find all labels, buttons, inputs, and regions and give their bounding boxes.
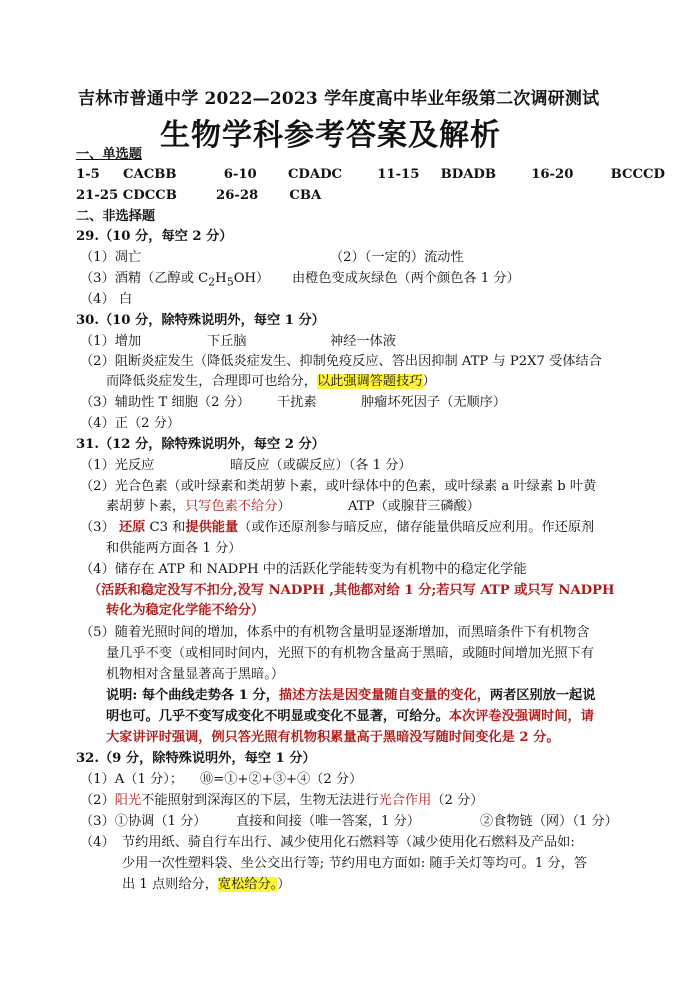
answers: 21-25 CDCCB [76, 188, 177, 203]
q29-answer-4: （4） 白 [80, 292, 133, 307]
highlight-note: 宽松给分。 [217, 877, 278, 892]
q32-answer-4-cont1: 少用一次性塑料袋、坐公交出行等; 节约用电方面如: 随手关灯等均可。1 分，答 [122, 856, 588, 871]
range-label: 11-15 [377, 167, 420, 182]
q30-answer-4: （4）正（2 分） [80, 416, 181, 431]
q32-answer-2: （2）阳光不能照射到深海区的下层，生物无法进行光合作用（2 分） [80, 793, 484, 808]
answers: CDADC [287, 167, 343, 182]
q31-answer-4: （4）储存在 ATP 和 NADPH 中的活跃化学能转变为有机物中的稳定化学能 [80, 562, 527, 577]
answers: CBA [289, 188, 322, 203]
q31-explanation-1: 说明: 每个曲线走势各 1 分，描述方法是因变量随自变量的变化，两者区别放一起说 [106, 688, 596, 703]
red-note: 描述方法是因变量随自变量的变化， [278, 688, 490, 703]
red-keyword: 阳光 [114, 793, 142, 808]
q31-answer-2-cont: 素胡萝卜素，只写色素不给分） [106, 499, 291, 514]
q31-answer-5-cont2: 机物相对含量显著高于黑暗。） [106, 667, 285, 682]
q30-header: 30.（10 分，除特殊说明外，每空 1 分） [76, 313, 325, 328]
q29-answer-3b: 由橙色变成灰绿色（两个颜色各 1 分） [292, 271, 520, 286]
highlight-note: 以此强调答题技巧 [317, 374, 423, 389]
q32-answer-4-cont2: 出 1 点则给分，宽松给分。） [122, 877, 291, 892]
q32-answer-1a: （1）A（1 分）； [80, 772, 184, 787]
q32-header: 32.（9 分，除特殊说明外，每空 1 分） [76, 751, 316, 766]
q30-answer-1c: 神经一体液 [330, 334, 396, 349]
document-title: 生物学科参考答案及解析 [160, 118, 501, 153]
range-label: 16-20 [531, 167, 574, 182]
q29-header: 29.（10 分，每空 2 分） [76, 229, 233, 244]
section-title-non-choice: 二、非选择题 [76, 209, 156, 224]
red-keyword: 光合作用 [378, 793, 432, 808]
answers: BCCCD [610, 167, 665, 182]
exam-title: 吉林市普通中学 2022—2023 学年度高中毕业年级第二次调研测试 [78, 89, 600, 109]
q32-answer-4: 节约用纸、骑自行车出行、减少使用化石燃料等（减少使用化石燃料及产品如: [122, 835, 575, 850]
range-label: 6-10 [223, 167, 257, 182]
q31-scoring-note-1: （活跃和稳定没写不扣分,没写 NADPH ,其他都对给 1 分;若只写 ATP 或只写 NADPH [88, 583, 615, 598]
q31-answer-1b: 暗反应（或碳反应）（各 1 分） [230, 458, 412, 473]
q31-answer-3: （3） 还原 C3 和提供能量（或作还原剂参与暗反应，储存能量供暗反应利用。作还原剂 [80, 520, 595, 535]
q30-answer-3b: 干扰素 [277, 395, 317, 410]
answer-row-2 [76, 187, 321, 205]
q31-answer-3-cont: 和供能两方面各 1 分） [106, 541, 242, 556]
q29-answer-2: （2）（一定的）流动性 [330, 250, 464, 265]
q30-answer-1a: （1）增加 [80, 334, 142, 349]
answer-row-1 [76, 166, 665, 184]
range-label: 1-5 [76, 167, 100, 182]
q29-answer-3: （3）酒精（乙醇或 $C_2H_5OH$） [80, 271, 270, 289]
q31-explanation-3: 大家讲评时强调，例只答光照有机物积累量高于黑暗没写随时间变化是 2 分。 [106, 730, 560, 745]
q30-answer-2-cont: 而降低炎症发生，合理即可也给分，以此强调答题技巧） [106, 374, 436, 389]
q32-answer-1b: ⑩=①+②+③+④（2 分） [200, 772, 363, 787]
red-note: 只写色素不给分 [185, 499, 278, 514]
answers: CACBB [123, 167, 177, 182]
q31-answer-5: （5）随着光照时间的增加，体系中的有机物含量明显逐渐增加，而黑暗条件下有机物含 [80, 625, 590, 640]
q31-answer-5-cont1: 量几乎不变（或相同时间内，光照下的有机物含量高于黑暗，或随时间增加光照下有 [106, 646, 594, 661]
q31-explanation-2: 明也可。几乎不变写成变化不明显或变化不显著，可给分。本次评卷没强调时间，请 [106, 709, 594, 724]
q31-answer-2b: ATP（或腺苷三磷酸） [348, 499, 480, 514]
q31-scoring-note-2: 转化为稳定化学能不给分） [106, 603, 265, 618]
range-label: 26-28 [216, 188, 259, 203]
q32-answer-3a: （3）①协调（1 分） [80, 814, 207, 829]
q30-answer-3a: （3）辅助性 T 细胞（2 分） [80, 395, 251, 410]
q32-answer-3c: ②食物链（网）（1 分） [480, 814, 618, 829]
red-keyword: 还原 [118, 520, 146, 535]
q31-header: 31.（12 分，除特殊说明外，每空 2 分） [76, 437, 325, 452]
red-keyword: 提供能量 [185, 520, 239, 535]
q31-answer-1a: （1）光反应 [80, 458, 155, 473]
section-title-single-choice: 一、单选题 [76, 147, 142, 162]
red-note: 本次评卷没强调时间，请 [448, 709, 594, 724]
q30-answer-2: （2）阻断炎症发生（降低炎症发生、抑制免疫反应、答出因抑制 ATP 与 P2X7 受体结合 [80, 354, 602, 369]
q30-answer-1b: 下丘脑 [207, 334, 247, 349]
q31-answer-2: （2）光合色素（或叶绿素和类胡萝卜素，或叶绿体中的色素，或叶绿素 a 叶绿素 b 叶黄 [80, 479, 597, 494]
q29-answer-1: （1）凋亡 [80, 250, 142, 265]
answers: BDADB [440, 167, 497, 182]
q32-answer-4-label: （4） [80, 835, 115, 850]
q32-answer-3b: 直接和间接（唯一答案，1 分） [236, 814, 421, 829]
q30-answer-3c: 肿瘤坏死因子（无顺序） [361, 395, 507, 410]
